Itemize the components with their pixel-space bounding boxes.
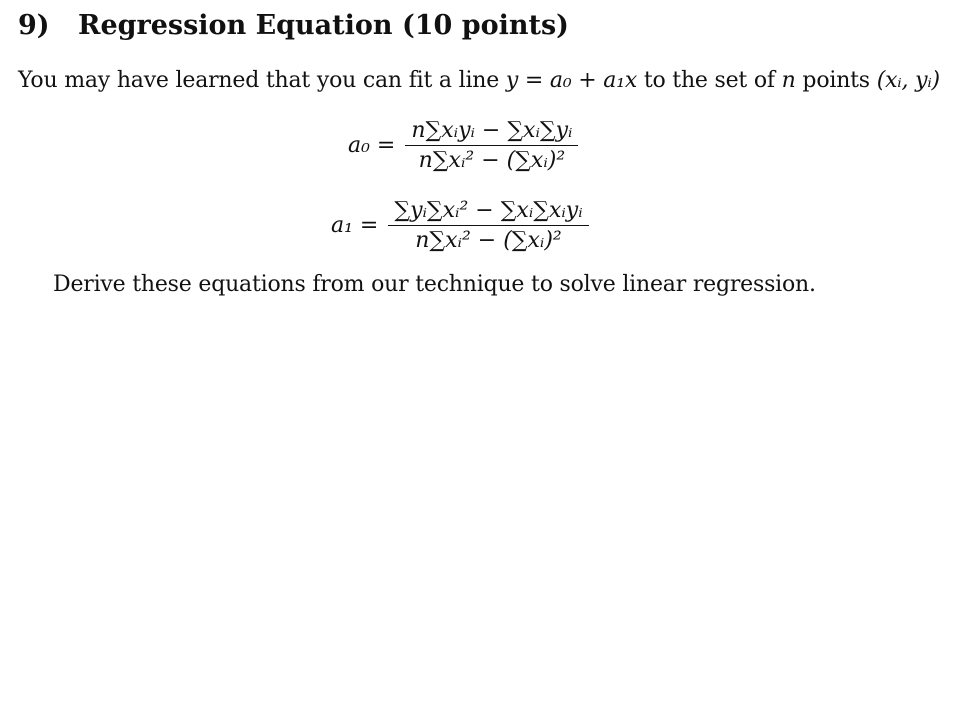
problem-heading [18,10,569,41]
intro-text-2: to the set of [637,68,782,93]
intro-paragraph [18,68,940,93]
a1-fraction [388,198,588,253]
equation-a1 [331,198,589,253]
n-variable: n [781,68,796,93]
a1-numerator: ∑yᵢ∑xᵢ² − ∑xᵢ∑xᵢyᵢ [388,198,588,226]
a0-numerator: n∑xᵢyᵢ − ∑xᵢ∑yᵢ [405,118,578,146]
a1-lhs: a₁ = [331,213,379,238]
intro-text-1: You may have learned that you can fit a line [18,68,506,93]
intro-text-3: points [795,68,877,93]
points-expression: (xᵢ, yᵢ) [876,68,940,93]
problem-number: 9) [18,10,50,41]
a0-fraction [405,118,578,173]
task-instruction: Derive these equations from our technique to solve linear regression. [53,272,816,297]
a1-denominator: n∑xᵢ² − (∑xᵢ)² [415,228,562,253]
line-expression: y = a₀ + a₁x [505,68,638,93]
a0-lhs: a₀ = [348,133,396,158]
a0-denominator: n∑xᵢ² − (∑xᵢ)² [418,148,566,173]
equation-a0 [348,118,578,173]
problem-title: Regression Equation (10 points) [78,10,569,41]
